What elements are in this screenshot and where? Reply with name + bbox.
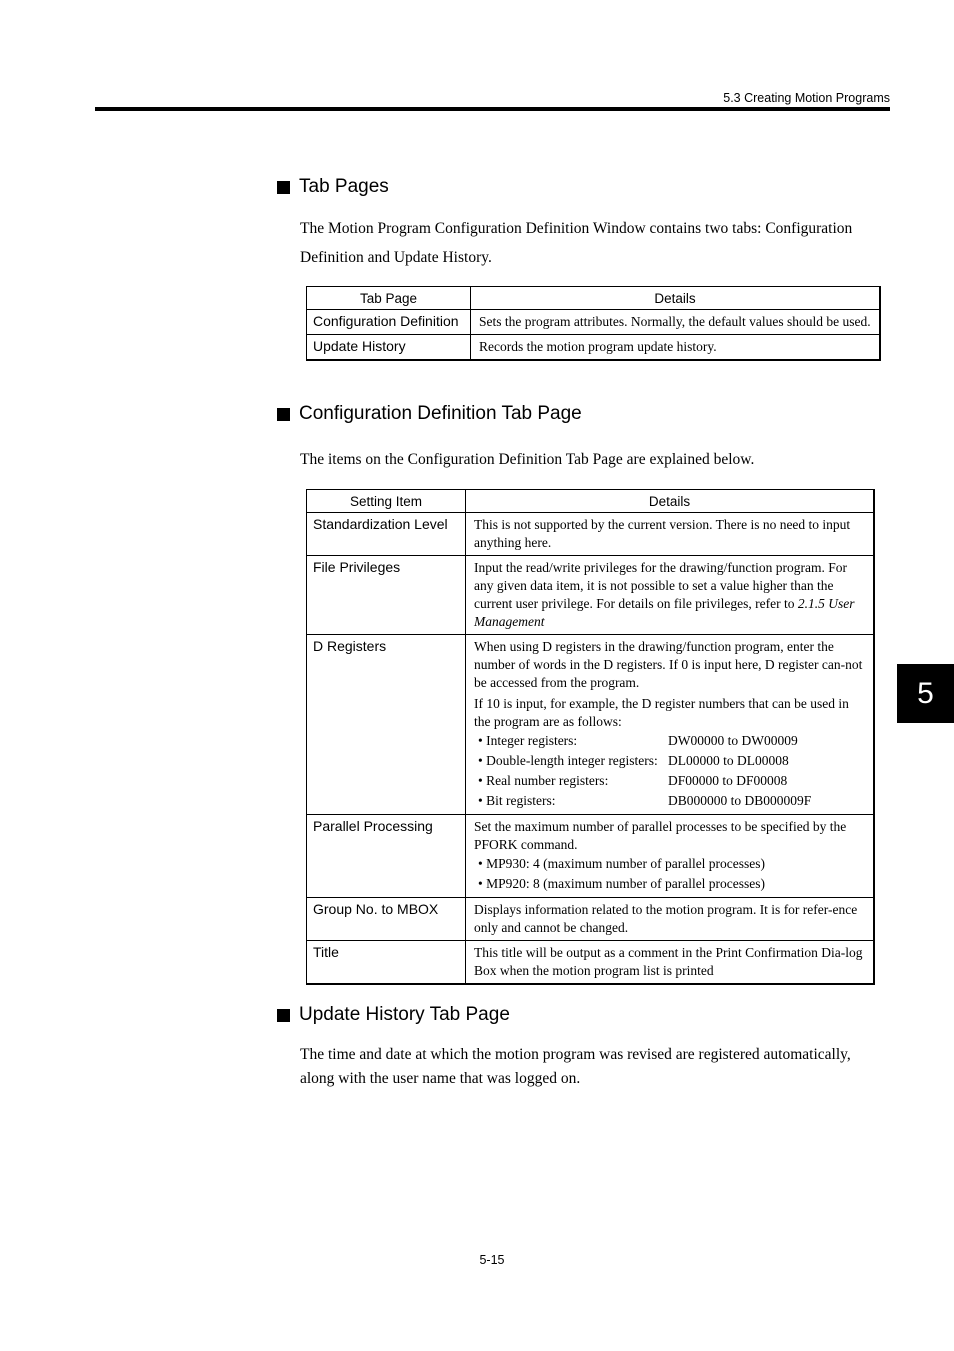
cell-details: Records the motion program update history. [471, 335, 881, 361]
cell-item: Group No. to MBOX [307, 898, 466, 941]
table-header: Setting Item [307, 490, 466, 513]
cell-item: Configuration Definition [307, 310, 471, 335]
cell-details: This is not supported by the current version. There is no need to input anything here. [466, 513, 875, 556]
bullet-label: • Bit registers: [478, 793, 556, 808]
running-header: 5.3 Creating Motion Programs [723, 91, 890, 105]
cell-details [466, 635, 875, 815]
cell-details [466, 815, 875, 898]
bullet-label: • Integer registers: [478, 733, 578, 748]
table-row [307, 310, 881, 335]
tab-pages-table [306, 286, 881, 361]
heading-tab-pages [277, 176, 389, 198]
list-item [478, 874, 868, 894]
table-row [307, 941, 875, 985]
square-bullet-icon [277, 1009, 290, 1022]
cell-item: Standardization Level [307, 513, 466, 556]
table-row [307, 898, 875, 941]
cell-item: Title [307, 941, 466, 985]
table-row [307, 635, 875, 815]
details-text: When using D registers in the drawing/function program, enter the number of words in the D registers. If 0 is input here, D register can-not be accessed from the program. [474, 639, 863, 690]
cell-item: File Privileges [307, 556, 466, 635]
details-text: If 10 is input, for example, the D register numbers that can be used in the program are as follows: [474, 696, 849, 729]
chapter-tab: 5 [897, 664, 954, 723]
heading-text: Update History Tab Page [299, 1004, 510, 1025]
cell-details [466, 556, 875, 635]
table-header: Tab Page [307, 287, 471, 310]
cell-item: D Registers [307, 635, 466, 815]
table-row [307, 815, 875, 898]
header-rule [95, 107, 890, 111]
bullet-label: • MP920: 8 (maximum number of parallel processes) [478, 876, 766, 891]
bullet-value: DW00000 to DW00009 [668, 733, 798, 748]
cell-details: Displays information related to the motion program. It is for refer-ence only and cannot be changed. [466, 898, 875, 941]
list-item [478, 854, 868, 874]
cell-details: Sets the program attributes. Normally, the default values should be used. [471, 310, 881, 335]
bullet-value: DF00000 to DF00008 [668, 773, 788, 788]
heading-config-def [277, 403, 582, 425]
bullet-value: DB000000 to DB000009F [668, 793, 812, 808]
heading-update-history [277, 1004, 510, 1026]
config-def-table [306, 489, 875, 985]
table-header: Details [466, 490, 875, 513]
bullet-label: • Double-length integer registers: [478, 753, 658, 768]
details-text: Set the maximum number of parallel processes to be specified by the PFORK command. [474, 819, 847, 852]
tab-pages-intro: The Motion Program Configuration Definition Window contains two tabs: Configuration Definition and Update History. [300, 220, 853, 266]
bullet-value: DL00000 to DL00008 [668, 753, 789, 768]
cell-item: Parallel Processing [307, 815, 466, 898]
bullet-label: • Real number registers: [478, 773, 609, 788]
cell-item: Update History [307, 335, 471, 361]
bullet-label: • MP930: 4 (maximum number of parallel processes) [478, 856, 766, 871]
page-number: 5-15 [479, 1253, 505, 1267]
heading-text: Configuration Definition Tab Page [299, 403, 582, 424]
table-row [307, 335, 881, 361]
details-text: Input the read/write privileges for the drawing/function program. For any given data item, it is not possible to set a value higher than the current user privilege. For details on file privileges, refer to [474, 560, 848, 611]
list-item [478, 791, 868, 811]
table-row [307, 513, 875, 556]
update-history-intro: The time and date at which the motion program was revised are registered automatically, along with the user name that was logged on. [300, 1046, 851, 1087]
square-bullet-icon [277, 181, 290, 194]
list-item [478, 751, 868, 771]
square-bullet-icon [277, 408, 290, 421]
config-def-intro: The items on the Configuration Definition Tab Page are explained below. [300, 451, 755, 468]
table-row [307, 556, 875, 635]
list-item [478, 771, 868, 791]
cross-reference: 2.1.5 User Management [474, 596, 855, 629]
list-item [478, 731, 868, 751]
heading-text: Tab Pages [299, 176, 389, 197]
table-header: Details [471, 287, 881, 310]
cell-details: This title will be output as a comment in the Print Confirmation Dia-log Box when the motion program list is printed [466, 941, 875, 985]
